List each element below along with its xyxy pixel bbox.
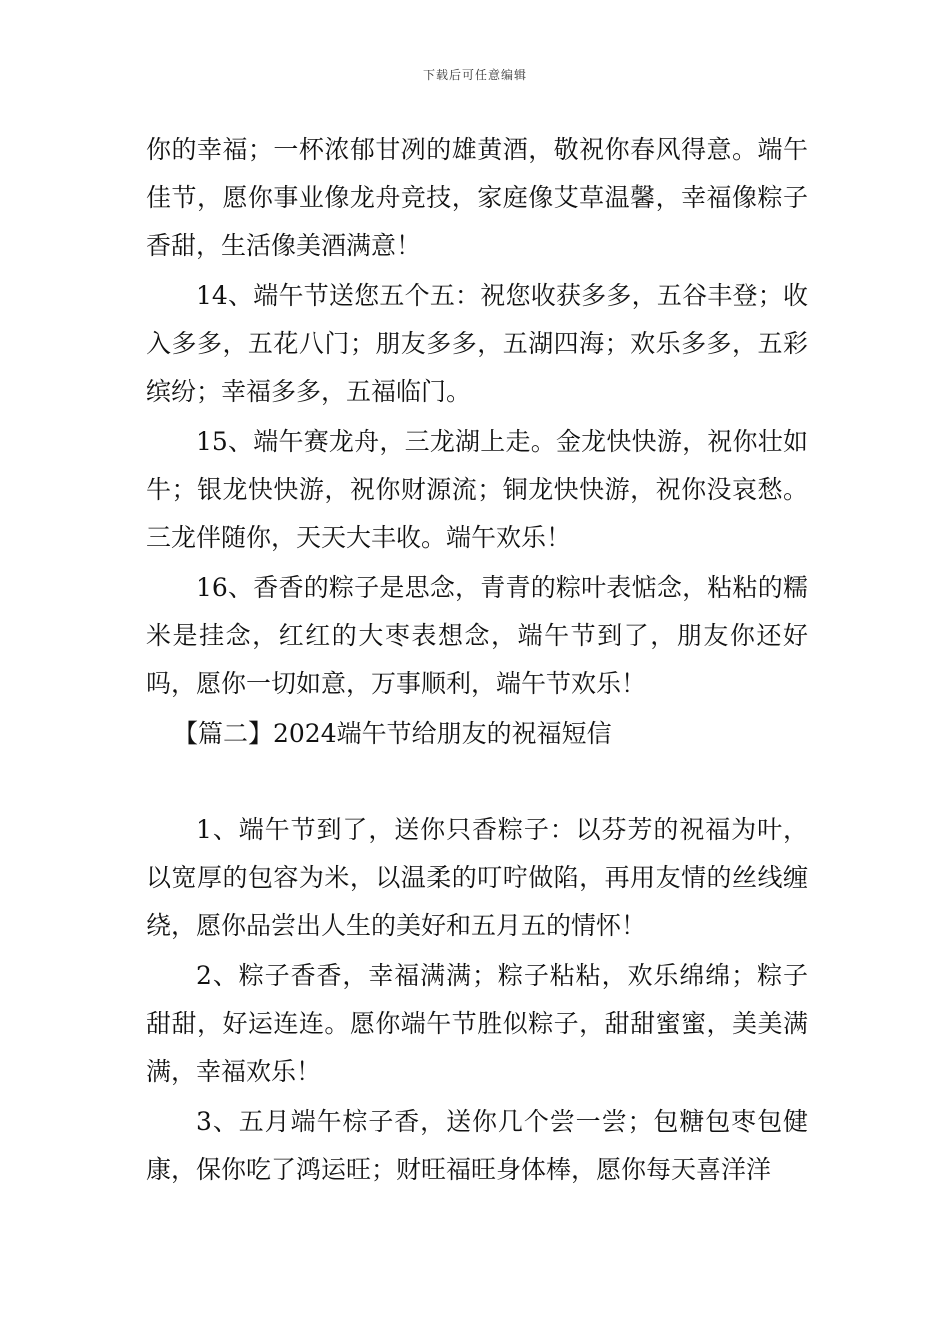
section-title: 【篇二】2024端午节给朋友的祝福短信 (173, 719, 612, 748)
paragraph-continued: 你的幸福；一杯浓郁甘冽的雄黄酒，敬祝你春风得意。端午佳节，愿你事业像龙舟竞技，家庭像艾草温馨，幸福像粽子香甜，生活像美酒满意！ (146, 135, 808, 260)
paragraph-2: 2、粽子香香，幸福满满；粽子粘粘，欢乐绵绵；粽子甜甜，好运连连。愿你端午节胜似粽子，甜甜蜜蜜，美美满满，幸福欢乐！ (146, 961, 808, 1086)
paragraph-15: 15、端午赛龙舟，三龙湖上走。金龙快快游，祝你壮如牛；银龙快快游，祝你财源流；铜龙快快游，祝你没哀愁。三龙伴随你，天天大丰收。端午欢乐！ (146, 427, 808, 552)
section-spacer (146, 758, 808, 806)
paragraph-1: 1、端午节到了，送你只香粽子：以芬芳的祝福为叶，以宽厚的包容为米，以温柔的叮咛做陷，再用友情的丝线缠绕，愿你品尝出人生的美好和五月五的情怀！ (146, 815, 808, 940)
paragraph-3: 3、五月端午棕子香，送你几个尝一尝；包糖包枣包健康，保你吃了鸿运旺；财旺福旺身体棒，愿你每天喜洋洋 (146, 1107, 808, 1184)
document-body (146, 126, 808, 1196)
paragraph-16: 16、香香的粽子是思念，青青的粽叶表惦念，粘粘的糯米是挂念，红红的大枣表想念，端午节到了，朋友你还好吗，愿你一切如意，万事顺利，端午节欢乐！ (146, 573, 808, 698)
page-header: 下载后可任意编辑 (422, 68, 527, 82)
paragraph-14: 14、端午节送您五个五：祝您收获多多，五谷丰登；收入多多，五花八门；朋友多多，五湖四海；欢乐多多，五彩缤纷；幸福多多，五福临门。 (146, 281, 808, 406)
